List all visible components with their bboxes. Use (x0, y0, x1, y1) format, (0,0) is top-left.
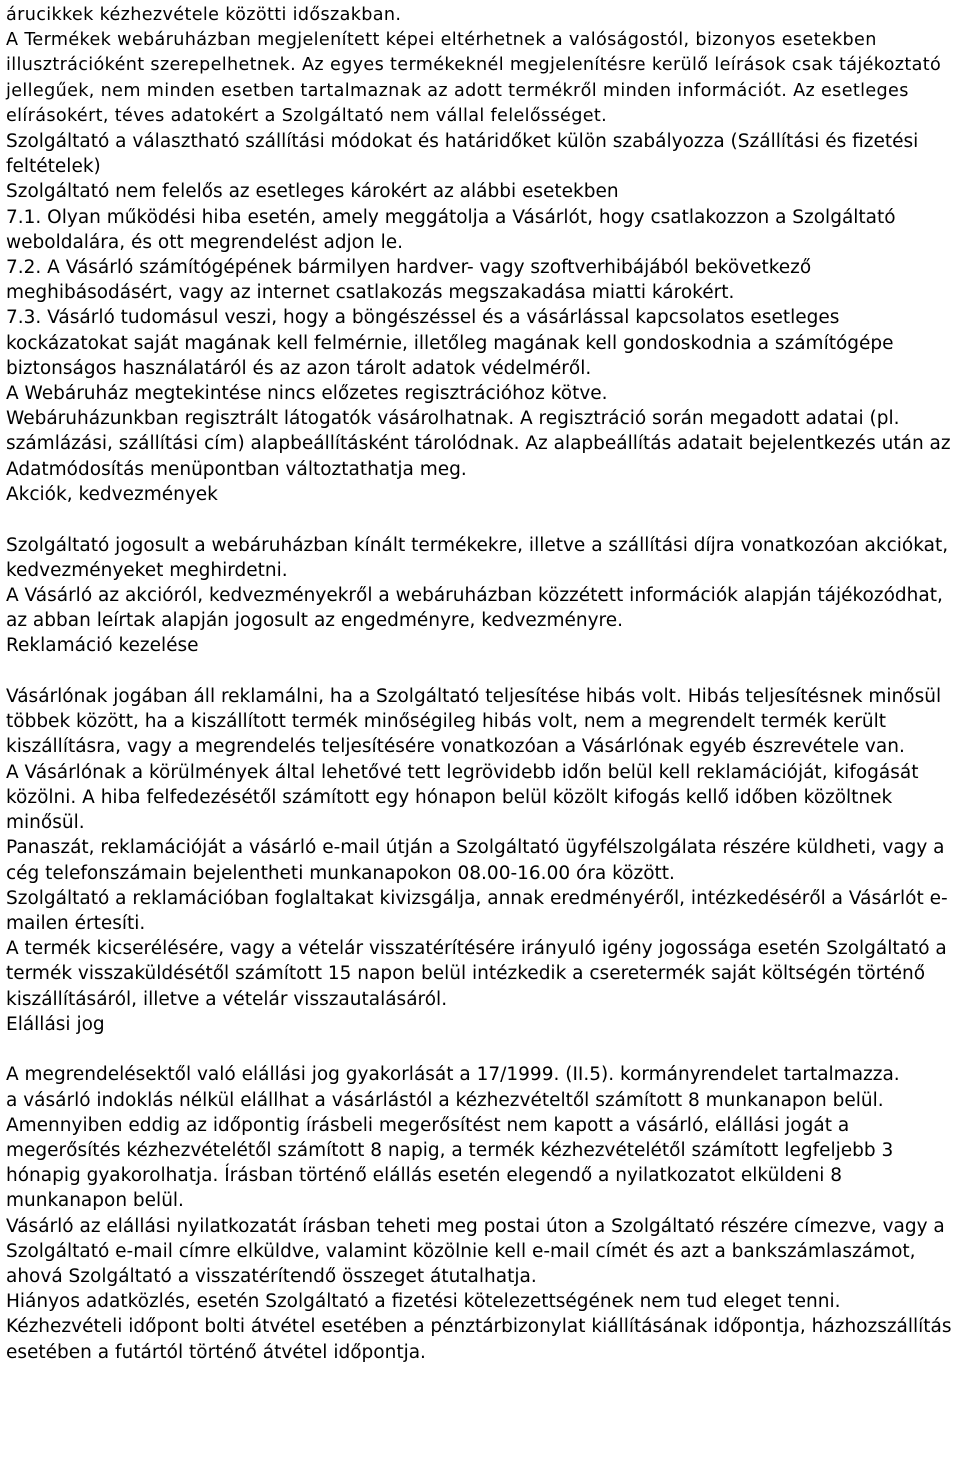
list-item: 7.2. A Vásárló számítógépének bármilyen hardver- vagy szoftverhibájából bekövetkező meghibásodásért, vagy az internet csatlakozás megszakadása miatti károkért. (6, 257, 812, 304)
paragraph: A megrendelésektől való elállási jog gyakorlását a 17/1999. (II.5). kormányrendelet tartalmazza. (6, 1064, 900, 1086)
paragraph: Hiányos adatközlés, esetén Szolgáltató a fizetési kötelezettségének nem tud eleget tenni. (6, 1291, 841, 1313)
paragraph: a vásárló indoklás nélkül elállhat a vásárlástól a kézhezvételtől számított 8 munkanapon belül. Amennyiben eddig az időpontig írásbeli megerősítést nem kapott a vásárló, elállási jogát a megerősítés kézhezvételétől számított 8 napig, a termék kézhezvételétől számított legfeljebb 3 hónapig gyakorolhatja. Írásban történő elállás esetén elegendő a nyilatkozatot elküldeni 8 munkanapon belül. (6, 1089, 894, 1212)
list-item: 7.3. Vásárló tudomásul veszi, hogy a böngészéssel és a vásárlással kapcsolatos esetleges kockázatokat saját magának kell felmérnie, illetőleg magának kell gondoskodnia a számítógépe biztonságos használatáról és az azon tárolt adatok védelméről. (6, 307, 894, 379)
paragraph: A termék kicserélésére, vagy a vételár visszatérítésére irányuló igény jogossága esetén Szolgáltató a termék visszaküldésétől számított 15 napon belül intézkedik a cseretermék saját költségén történő kiszállításáról, illetve a vételár visszautalásáról. (6, 938, 947, 1010)
list-item: 7.1. Olyan működési hiba esetén, amely meggátolja a Vásárlót, hogy csatlakozzon a Szolgáltató weboldalára, és ott megrendelést adjon le. (6, 206, 896, 253)
paragraph: A Vásárló az akcióról, kedvezményekről a webáruházban közzétett információk alapján tájékozódhat, az abban leírtak alapján jogosult az engedményre, kedvezményre. (6, 584, 943, 632)
section-heading-reklamacio: Reklamáció kezelése (6, 635, 199, 657)
paragraph: Szolgáltató a reklamációban foglaltakat kivizsgálja, annak eredményéről, intézkedéséről a Vásárlót e-mailen értesíti. (6, 887, 948, 934)
document-body (6, 3, 956, 1365)
paragraph: Webáruházunkban regisztrált látogatók vásárolhatnak. A regisztráció során megadott adatai (pl. számlázási, szállítási cím) alapbeállításként tárolódnak. Az alapbeállítás adatait bejelentkezés után az Adatmódosítás menüpontban változtathatja meg. (6, 408, 951, 480)
paragraph: Szolgáltató nem felelős az esetleges károkért az alábbi esetekben (6, 181, 619, 203)
paragraph: A Webáruház megtekintése nincs előzetes regisztrációhoz kötve. (6, 383, 608, 405)
section-heading-elallasi-jog: Elállási jog (6, 1013, 105, 1035)
paragraph: Vásárló az elállási nyilatkozatát írásban teheti meg postai úton a Szolgáltató részére címezve, vagy a Szolgáltató e-mail címre elküldve, valamint közölnie kell e-mail címét és azt a bankszámlaszámot, ahová Szolgáltató a visszatérítendő összeget átutalhatja. (6, 1215, 945, 1288)
section-heading-akciok: Akciók, kedvezmények (6, 483, 218, 505)
paragraph: Panaszát, reklamációját a vásárló e-mail útján a Szolgáltató ügyfélszolgálata részére küldheti, vagy a cég telefonszámain bejelentheti munkanapokon 08.00-16.00 óra között. (6, 837, 945, 884)
paragraph: Kézhezvételi időpont bolti átvétel esetében a pénztárbizonylat kiállításának időpontja, házhozszállítás esetében a futártól történő átvétel időpontja. (6, 1316, 952, 1363)
paragraph: A Termékek webáruházban megjelenített képei eltérhetnek a valóságostól, bizonyos esetekben illusztrációként szerepelhetnek. Az egyes termékeknél megjelenítésre kerülő leírások csak tájékoztató jellegűek, nem minden esetben tartalmaznak az adott termékről minden információt. Az esetleges elírásokért, téves adatokért a Szolgáltató nem vállal felelősséget. (6, 30, 942, 126)
paragraph: Szolgáltató a választható szállítási módokat és határidőket külön szabályozza (Szállítási és fizetési feltételek) (6, 131, 919, 178)
paragraph: Vásárlónak jogában áll reklamálni, ha a Szolgáltató teljesítése hibás volt. Hibás teljesítésnek minősül többek között, ha a kiszállított termék minőségileg hibás volt, nem a megrendelt termék került kiszállításra, vagy a megrendelés teljesítésére vonatkozóan a Vásárlónak egyéb észrevétele van. (6, 686, 942, 758)
paragraph: árucikkek kézhezvétele közötti időszakban. (6, 5, 402, 25)
paragraph: A Vásárlónak a körülmények által lehetővé tett legrövidebb időn belül kell reklamációját, kifogását közölni. A hiba felfedezésétől számított egy hónapon belül közölt kifogás kellő időben közöltnek minősül. (6, 761, 919, 834)
paragraph: Szolgáltató jogosult a webáruházban kínált termékekre, illetve a szállítási díjra vonatkozóan akciókat, kedvezményeket meghirdetni. (6, 534, 949, 581)
